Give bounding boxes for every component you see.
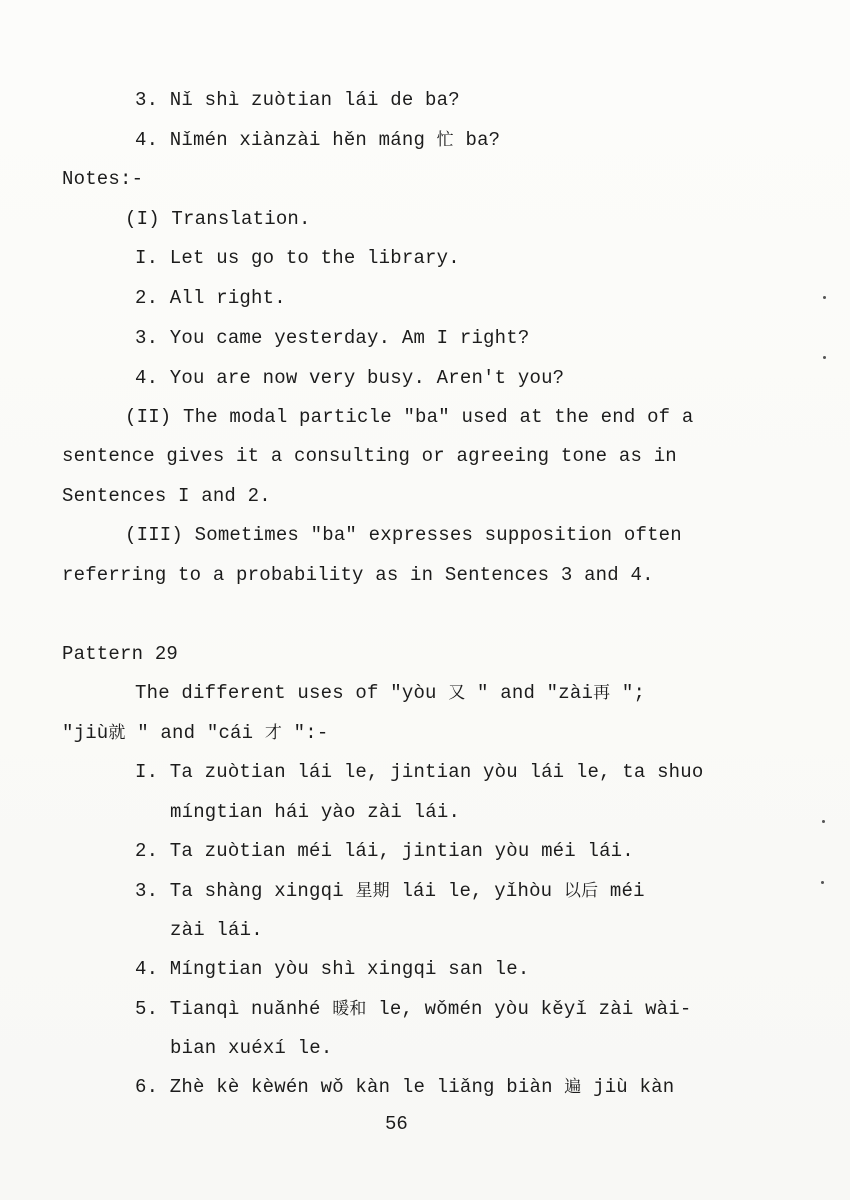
text-line: sentence gives it a consulting or agreeing tone as in <box>62 445 677 467</box>
scan-speck <box>823 296 826 299</box>
text-line: 5. Tianqì nuǎnhé 暖和 le, wǒmén yòu kěyǐ zài wài- <box>135 998 692 1020</box>
text-line: referring to a probability as in Sentences 3 and 4. <box>62 564 654 586</box>
pattern-heading: Pattern 29 <box>62 643 179 665</box>
text-line: 4. Nǐmén xiànzài hěn máng 忙 ba? <box>135 129 501 151</box>
text-line: The different uses of "yòu 又 " and "zài再 "; <box>135 682 646 704</box>
text-line: 2. Ta zuòtian méi lái, jintian yòu méi lái. <box>135 840 634 862</box>
text-line: bian xuéxí le. <box>170 1037 333 1059</box>
scan-speck <box>822 820 825 823</box>
text-line: 4. Míngtian yòu shì xingqi san le. <box>135 958 530 980</box>
page-number: 56 <box>385 1113 408 1135</box>
text-line: 3. You came yesterday. Am I right? <box>135 327 530 349</box>
notes-heading: Notes:- <box>62 168 144 190</box>
text-line: 6. Zhè kè kèwén wǒ kàn le liǎng biàn 遍 jiù kàn <box>135 1076 675 1098</box>
scan-speck <box>823 356 826 359</box>
text-line: "jiù就 " and "cái 才 ":- <box>62 722 329 744</box>
text-line: 2. All right. <box>135 287 286 309</box>
text-line: (III) Sometimes "ba" expresses supposition often <box>125 524 682 546</box>
text-line: 3. Ta shàng xingqi 星期 lái le, yǐhòu 以后 méi <box>135 880 645 902</box>
text-line: I. Let us go to the library. <box>135 247 460 269</box>
text-line: 3. Nǐ shì zuòtian lái de ba? <box>135 89 460 111</box>
text-line: I. Ta zuòtian lái le, jintian yòu lái le, ta shuo <box>135 761 704 783</box>
text-line: zài lái. <box>170 919 263 941</box>
text-line: Sentences I and 2. <box>62 485 271 507</box>
text-line: míngtian hái yào zài lái. <box>170 801 461 823</box>
scan-speck <box>821 881 824 884</box>
text-line: (I) Translation. <box>125 208 311 230</box>
text-line: (II) The modal particle "ba" used at the end of a <box>125 406 694 428</box>
text-line: 4. You are now very busy. Aren't you? <box>135 367 565 389</box>
